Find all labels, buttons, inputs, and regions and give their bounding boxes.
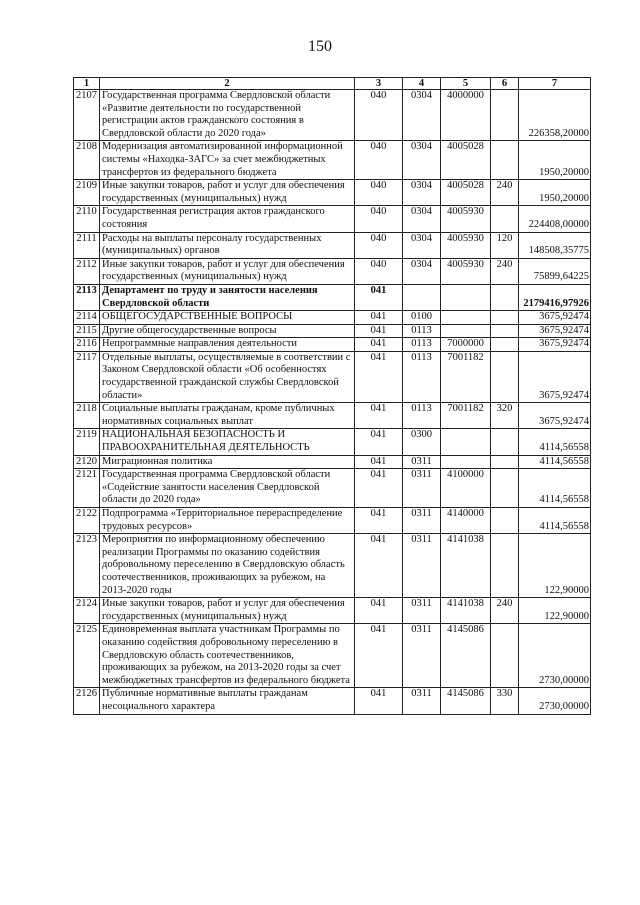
table-row (74, 180, 591, 206)
section-code-cell: 0113 (403, 324, 441, 338)
row-number-cell: 2123 (74, 534, 100, 598)
table-row (74, 206, 591, 232)
amount-cell: 122,90000 (519, 534, 591, 598)
ministry-code-cell: 041 (355, 311, 403, 325)
section-code-cell: 0304 (403, 90, 441, 141)
amount-cell: 1950,20000 (519, 141, 591, 180)
target-article-cell: 4145086 (441, 624, 491, 688)
table-row (74, 403, 591, 429)
ministry-code-cell: 041 (355, 338, 403, 352)
section-code-cell: 0304 (403, 141, 441, 180)
expense-type-cell (491, 284, 519, 310)
ministry-code-cell: 040 (355, 206, 403, 232)
row-number-cell: 2110 (74, 206, 100, 232)
target-article-cell: 7000000 (441, 338, 491, 352)
table-row (74, 688, 591, 714)
target-article-cell (441, 455, 491, 469)
row-number-cell: 2126 (74, 688, 100, 714)
ministry-code-cell: 041 (355, 534, 403, 598)
column-header: 7 (519, 78, 591, 90)
expense-type-cell: 240 (491, 180, 519, 206)
expense-type-cell (491, 338, 519, 352)
target-article-cell: 4000000 (441, 90, 491, 141)
ministry-code-cell: 040 (355, 90, 403, 141)
expense-type-cell (491, 508, 519, 534)
row-number-cell: 2109 (74, 180, 100, 206)
item-name-cell: Публичные нормативные выплаты гражданам несоциального характера (100, 688, 355, 714)
amount-cell: 122,90000 (519, 598, 591, 624)
row-number-cell: 2125 (74, 624, 100, 688)
amount-cell: 3675,92474 (519, 338, 591, 352)
expense-type-cell (491, 624, 519, 688)
table-row (74, 469, 591, 508)
column-header: 4 (403, 78, 441, 90)
target-article-cell: 4100000 (441, 469, 491, 508)
section-code-cell: 0311 (403, 508, 441, 534)
expense-type-cell (491, 429, 519, 455)
row-number-cell: 2119 (74, 429, 100, 455)
expense-type-cell (491, 469, 519, 508)
target-article-cell: 4005930 (441, 232, 491, 258)
item-name-cell: Иные закупки товаров, работ и услуг для обеспечения государственных (муниципальных) нужд (100, 258, 355, 284)
section-code-cell (403, 284, 441, 310)
expense-type-cell (491, 311, 519, 325)
amount-cell: 4114,56558 (519, 455, 591, 469)
expense-type-cell: 330 (491, 688, 519, 714)
item-name-cell: ОБЩЕГОСУДАРСТВЕННЫЕ ВОПРОСЫ (100, 311, 355, 325)
ministry-code-cell: 040 (355, 180, 403, 206)
row-number-cell: 2108 (74, 141, 100, 180)
table-row (74, 534, 591, 598)
expense-type-cell: 320 (491, 403, 519, 429)
row-number-cell: 2113 (74, 284, 100, 310)
table-body (74, 90, 591, 715)
amount-cell: 3675,92474 (519, 324, 591, 338)
row-number-cell: 2115 (74, 324, 100, 338)
section-code-cell: 0113 (403, 338, 441, 352)
item-name-cell: Отдельные выплаты, осуществляемые в соответствии с Законом Свердловской области «Об особенностях государственной гражданской службы Свердловской области» (100, 351, 355, 402)
section-code-cell: 0311 (403, 624, 441, 688)
target-article-cell: 4005028 (441, 180, 491, 206)
row-number-cell: 2112 (74, 258, 100, 284)
section-code-cell: 0113 (403, 403, 441, 429)
table-row (74, 90, 591, 141)
ministry-code-cell: 041 (355, 688, 403, 714)
expense-type-cell (491, 141, 519, 180)
amount-cell: 3675,92474 (519, 403, 591, 429)
ministry-code-cell: 040 (355, 141, 403, 180)
expense-type-cell (491, 455, 519, 469)
table-row (74, 324, 591, 338)
item-name-cell: Модернизация автоматизированной информационной системы «Находка-ЗАГС» за счет межбюджетных трансфертов из федерального бюджета (100, 141, 355, 180)
amount-cell: 226358,20000 (519, 90, 591, 141)
row-number-cell: 2117 (74, 351, 100, 402)
row-number-cell: 2121 (74, 469, 100, 508)
section-code-cell: 0304 (403, 206, 441, 232)
row-number-cell: 2111 (74, 232, 100, 258)
table-row (74, 258, 591, 284)
item-name-cell: Единовременная выплата участникам Программы по оказанию содействия добровольному переселению в Свердловскую область соотечественников, проживающих за рубежом, на 2013-2020 годы за счет межбюджетных трансфертов из федерального бюджета (100, 624, 355, 688)
table-row (74, 508, 591, 534)
section-code-cell: 0300 (403, 429, 441, 455)
row-number-cell: 2116 (74, 338, 100, 352)
item-name-cell: Департамент по труду и занятости населения Свердловской области (100, 284, 355, 310)
item-name-cell: Иные закупки товаров, работ и услуг для обеспечения государственных (муниципальных) нужд (100, 180, 355, 206)
ministry-code-cell: 041 (355, 324, 403, 338)
expense-type-cell (491, 534, 519, 598)
item-name-cell: Подпрограмма «Территориальное перераспределение трудовых ресурсов» (100, 508, 355, 534)
section-code-cell: 0311 (403, 534, 441, 598)
expense-type-cell (491, 90, 519, 141)
target-article-cell: 7001182 (441, 403, 491, 429)
item-name-cell: Расходы на выплаты персоналу государственных (муниципальных) органов (100, 232, 355, 258)
item-name-cell: Государственная программа Свердловской области «Развитие деятельности по государственной регистрации актов гражданского состояния в Свердловской области до 2020 года» (100, 90, 355, 141)
table-row (74, 598, 591, 624)
table-row (74, 351, 591, 402)
section-code-cell: 0304 (403, 232, 441, 258)
ministry-code-cell: 041 (355, 351, 403, 402)
table-row (74, 232, 591, 258)
target-article-cell (441, 429, 491, 455)
expense-type-cell: 240 (491, 258, 519, 284)
ministry-code-cell: 041 (355, 624, 403, 688)
column-header: 3 (355, 78, 403, 90)
item-name-cell: Другие общегосударственные вопросы (100, 324, 355, 338)
target-article-cell (441, 311, 491, 325)
target-article-cell (441, 284, 491, 310)
amount-cell: 224408,00000 (519, 206, 591, 232)
section-code-cell: 0304 (403, 180, 441, 206)
section-code-cell: 0113 (403, 351, 441, 402)
target-article-cell: 4140000 (441, 508, 491, 534)
ministry-code-cell: 041 (355, 284, 403, 310)
ministry-code-cell: 041 (355, 508, 403, 534)
item-name-cell: Иные закупки товаров, работ и услуг для обеспечения государственных (муниципальных) нужд (100, 598, 355, 624)
table-row (74, 141, 591, 180)
column-header: 5 (441, 78, 491, 90)
section-code-cell: 0311 (403, 469, 441, 508)
row-number-cell: 2122 (74, 508, 100, 534)
column-header: 2 (100, 78, 355, 90)
item-name-cell: Государственная программа Свердловской области «Содействие занятости населения Свердловской области до 2020 года» (100, 469, 355, 508)
ministry-code-cell: 040 (355, 232, 403, 258)
section-code-cell: 0311 (403, 455, 441, 469)
target-article-cell: 4141038 (441, 534, 491, 598)
row-number-cell: 2107 (74, 90, 100, 141)
target-article-cell: 7001182 (441, 351, 491, 402)
amount-cell: 3675,92474 (519, 351, 591, 402)
expense-type-cell: 240 (491, 598, 519, 624)
item-name-cell: Миграционная политика (100, 455, 355, 469)
table-row (74, 455, 591, 469)
expense-type-cell: 120 (491, 232, 519, 258)
expense-type-cell (491, 351, 519, 402)
target-article-cell (441, 324, 491, 338)
table-row (74, 624, 591, 688)
section-code-cell: 0311 (403, 598, 441, 624)
target-article-cell: 4005028 (441, 141, 491, 180)
ministry-code-cell: 041 (355, 455, 403, 469)
table-row (74, 429, 591, 455)
row-number-cell: 2118 (74, 403, 100, 429)
section-code-cell: 0311 (403, 688, 441, 714)
target-article-cell: 4141038 (441, 598, 491, 624)
amount-cell: 2730,00000 (519, 624, 591, 688)
item-name-cell: НАЦИОНАЛЬНАЯ БЕЗОПАСНОСТЬ И ПРАВООХРАНИТЕЛЬНАЯ ДЕЯТЕЛЬНОСТЬ (100, 429, 355, 455)
table-row (74, 338, 591, 352)
ministry-code-cell: 040 (355, 258, 403, 284)
column-header: 1 (74, 78, 100, 90)
table-row (74, 311, 591, 325)
amount-cell: 148508,35775 (519, 232, 591, 258)
amount-cell: 2179416,97926 (519, 284, 591, 310)
amount-cell: 1950,20000 (519, 180, 591, 206)
amount-cell: 4114,56558 (519, 508, 591, 534)
ministry-code-cell: 041 (355, 403, 403, 429)
target-article-cell: 4145086 (441, 688, 491, 714)
row-number-cell: 2114 (74, 311, 100, 325)
amount-cell: 3675,92474 (519, 311, 591, 325)
table-row (74, 284, 591, 310)
ministry-code-cell: 041 (355, 598, 403, 624)
amount-cell: 2730,00000 (519, 688, 591, 714)
column-header: 6 (491, 78, 519, 90)
row-number-cell: 2124 (74, 598, 100, 624)
amount-cell: 75899,64225 (519, 258, 591, 284)
table-header-row (74, 78, 591, 90)
item-name-cell: Мероприятия по информационному обеспечению реализации Программы по оказанию содействия добровольному переселению в Свердловскую область соотечественников, проживающих за рубежом, на 2013-2020 годы (100, 534, 355, 598)
budget-table (73, 77, 591, 715)
amount-cell: 4114,56558 (519, 429, 591, 455)
row-number-cell: 2120 (74, 455, 100, 469)
page-number: 150 (308, 38, 332, 55)
ministry-code-cell: 041 (355, 429, 403, 455)
item-name-cell: Государственная регистрация актов гражданского состояния (100, 206, 355, 232)
amount-cell: 4114,56558 (519, 469, 591, 508)
item-name-cell: Непрограммные направления деятельности (100, 338, 355, 352)
expense-type-cell (491, 206, 519, 232)
expense-type-cell (491, 324, 519, 338)
ministry-code-cell: 041 (355, 469, 403, 508)
section-code-cell: 0304 (403, 258, 441, 284)
item-name-cell: Социальные выплаты гражданам, кроме публичных нормативных социальных выплат (100, 403, 355, 429)
target-article-cell: 4005930 (441, 258, 491, 284)
section-code-cell: 0100 (403, 311, 441, 325)
target-article-cell: 4005930 (441, 206, 491, 232)
